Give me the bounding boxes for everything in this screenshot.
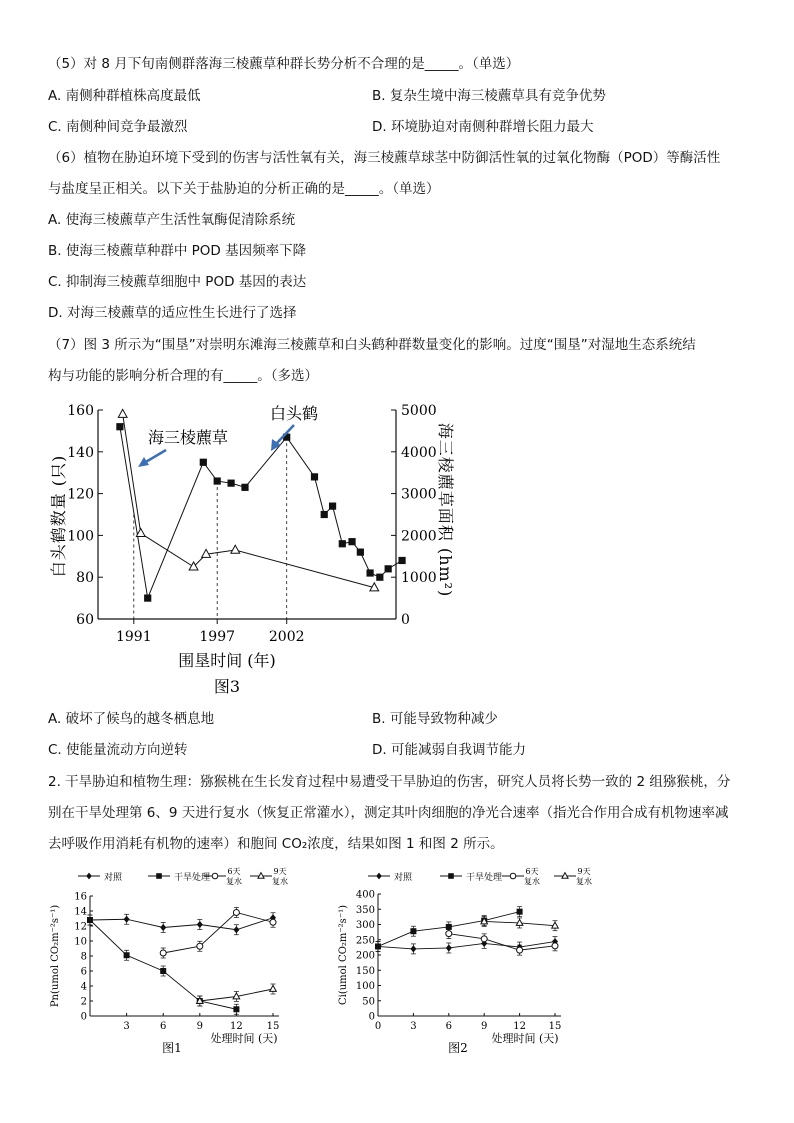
figure-caption: 图1	[162, 1041, 182, 1055]
x-tick-label: 9	[481, 1021, 488, 1032]
crane-point	[376, 574, 383, 581]
data-point	[410, 928, 416, 934]
figure-caption: 图2	[448, 1041, 468, 1055]
q6-stem-line1: （6）植物在胁迫环境下受到的伤害与活性氧有关，海三棱藨草球茎中防御活性氧的过氧化物酶（POD）等酶活性	[48, 150, 721, 166]
data-point	[233, 910, 239, 916]
annotation-scirpus: 海三棱藨草	[148, 428, 229, 447]
y-axis-title: Pn(umol CO₂m⁻²s⁻¹)	[50, 904, 61, 1008]
left-tick-label: 120	[67, 486, 94, 503]
q2-stem-line1: 2. 干旱胁迫和植物生理：猕猴桃在生长发育过程中易遭受干旱胁迫的伤害，研究人员将长势一致的 2 组猕猴桃，分	[48, 774, 731, 790]
legend-marker	[258, 873, 264, 879]
x-tick-label: 15	[266, 1021, 280, 1032]
crane-point	[398, 557, 405, 564]
q6-option-b[interactable]: B. 使海三棱藨草种群中 POD 基因频率下降	[48, 243, 307, 259]
x-tick-label: 2002	[268, 629, 305, 645]
x-tick-label: 9	[196, 1021, 203, 1032]
crane-point	[228, 480, 235, 487]
x-tick-label: 12	[230, 1021, 243, 1032]
series-line	[449, 934, 555, 950]
legend-label: 6天	[525, 867, 539, 876]
legend-label: 复水	[226, 877, 242, 886]
q7-option-a[interactable]: A. 破坏了候鸟的越冬栖息地	[48, 711, 215, 727]
figure-2-chart	[332, 866, 612, 1062]
left-tick-label: 100	[67, 528, 94, 545]
data-point	[516, 919, 523, 925]
y-tick-label: 16	[74, 891, 87, 903]
x-axis-title: 处理时间 (天)	[210, 1032, 278, 1045]
crane-point	[144, 595, 151, 602]
figure-1-chart	[44, 866, 344, 1062]
crane-point	[348, 538, 355, 545]
data-point	[375, 943, 381, 949]
y-tick-label: 4	[80, 981, 87, 993]
data-point	[124, 952, 130, 958]
data-point	[87, 917, 93, 923]
q2-stem-line3: 去呼吸作用消耗有机物的速率）和胞间 CO₂浓度，结果如图 1 和图 2 所示。	[48, 836, 504, 852]
right-tick-label: 2000	[401, 528, 437, 545]
series-line	[163, 913, 273, 954]
crane-point	[339, 540, 346, 547]
q5-option-a[interactable]: A. 南侧种群植株高度最低	[48, 88, 201, 104]
legend-label: 复水	[524, 877, 540, 886]
data-point	[197, 943, 203, 949]
crane-point	[200, 459, 207, 466]
legend-marker	[562, 873, 568, 879]
data-point	[233, 926, 239, 933]
series-line	[90, 920, 236, 1009]
x-tick-label: 1997	[199, 629, 236, 645]
y-tick-label: 8	[80, 951, 87, 963]
x-axis-title: 围垦时间 (年)	[178, 651, 276, 670]
q2-stem-line2: 别在干旱处理第 6、9 天进行复水（恢复正常灌水），测定其叶肉细胞的净光合速率（指光合作用合成有机物速率减	[48, 805, 729, 821]
legend-marker	[376, 873, 382, 880]
data-point	[552, 943, 558, 949]
legend-label: 对照	[104, 873, 123, 883]
crane-point	[385, 565, 392, 572]
data-point	[446, 944, 452, 951]
scirpus-point	[231, 545, 240, 553]
q7-option-d[interactable]: D. 可能减弱自我调节能力	[372, 742, 526, 758]
right-tick-label: 5000	[401, 403, 437, 419]
q6-option-d[interactable]: D. 对海三棱藨草的适应性生长进行了选择	[48, 305, 297, 321]
y-tick-label: 150	[355, 965, 375, 977]
right-axis-title: 海三棱藨草面积 (hm²)	[436, 422, 455, 598]
x-tick-label: 6	[160, 1021, 167, 1032]
y-tick-label: 10	[74, 936, 87, 948]
annotation-crane: 白头鹤	[270, 404, 319, 423]
data-point	[446, 931, 452, 937]
legend-label: 复水	[272, 877, 288, 886]
right-tick-label: 0	[401, 612, 410, 628]
legend-marker	[212, 873, 218, 879]
figure-3-chart	[48, 398, 455, 700]
legend-label: 9天	[577, 867, 591, 876]
x-tick-label: 12	[513, 1021, 526, 1032]
legend-label: 6天	[227, 867, 241, 876]
y-tick-label: 300	[355, 920, 375, 931]
crane-point	[241, 484, 248, 491]
left-tick-label: 60	[76, 612, 94, 628]
left-axis-title: 白头鹤数量 (只)	[49, 454, 68, 578]
q6-option-c[interactable]: C. 抑制海三棱藨草细胞中 POD 基因的表达	[48, 274, 307, 290]
legend-label: 复水	[576, 877, 592, 886]
left-tick-label: 140	[67, 444, 94, 461]
scirpus-point	[118, 409, 127, 417]
scirpus-point	[136, 529, 145, 537]
x-axis-title: 处理时间 (天)	[491, 1032, 559, 1045]
y-tick-label: 0	[368, 1011, 375, 1023]
y-tick-label: 6	[80, 966, 87, 978]
y-tick-label: 100	[355, 981, 375, 992]
y-tick-label: 12	[74, 921, 87, 933]
crane-point	[329, 503, 336, 510]
legend-label: 对照	[394, 873, 413, 883]
q5-option-c[interactable]: C. 南侧种间竞争最激烈	[48, 119, 188, 135]
legend-marker	[86, 873, 92, 880]
data-point	[160, 968, 166, 974]
arrow-crane	[276, 425, 294, 444]
right-tick-label: 4000	[401, 444, 437, 461]
y-tick-label: 350	[355, 904, 375, 916]
left-tick-label: 160	[67, 403, 94, 419]
right-tick-label: 3000	[401, 486, 437, 503]
crane-point	[311, 473, 318, 480]
x-tick-label: 3	[123, 1021, 130, 1032]
data-point	[160, 924, 166, 931]
q5-stem: （5）对 8 月下旬南侧群落海三棱藨草种群长势分析不合理的是_____。（单选）	[48, 56, 520, 72]
y-tick-label: 50	[362, 996, 375, 1008]
series-line	[90, 918, 273, 930]
data-point	[124, 916, 130, 923]
y-tick-label: 14	[74, 906, 87, 918]
q5-option-d[interactable]: D. 环境胁迫对南侧种群增长阻力最大	[372, 119, 594, 135]
y-tick-label: 2	[80, 996, 87, 1008]
q5-option-b[interactable]: B. 复杂生境中海三棱藨草具有竞争优势	[372, 88, 606, 104]
data-point	[233, 1006, 239, 1012]
q7-option-b[interactable]: B. 可能导致物种减少	[372, 711, 498, 727]
data-point	[197, 921, 203, 928]
legend-label: 干旱处理	[466, 873, 503, 883]
data-point	[517, 909, 523, 915]
x-tick-label: 3	[410, 1021, 417, 1032]
x-tick-label: 1991	[115, 629, 152, 645]
x-tick-label: 6	[445, 1021, 452, 1032]
crane-point	[214, 477, 221, 484]
crane-point	[367, 569, 374, 576]
legend-label: 9天	[273, 867, 287, 876]
arrow-scirpus	[144, 450, 166, 463]
q6-stem-line2: 与盐度呈正相关。以下关于盐胁迫的分析正确的是_____。（单选）	[48, 181, 440, 197]
y-tick-label: 250	[355, 935, 375, 947]
y-tick-label: 0	[80, 1011, 87, 1023]
q7-stem-line1: （7）图 3 所示为“围垦”对崇明东滩海三棱藨草和白头鹤种群数量变化的影响。过度“围垦”对湿地生态系统结	[48, 337, 696, 353]
q6-option-a[interactable]: A. 使海三棱藨草产生活性氧酶促清除系统	[48, 212, 296, 228]
x-tick-label: 15	[548, 1021, 562, 1032]
q7-stem-line2: 构与功能的影响分析合理的有_____。（多选）	[48, 368, 318, 384]
data-point	[517, 947, 523, 953]
data-point	[270, 985, 277, 991]
figure-caption: 图3	[213, 677, 241, 696]
crane-point	[116, 423, 123, 430]
crane-point	[357, 549, 364, 556]
y-tick-label: 200	[355, 950, 375, 962]
legend-marker	[448, 873, 454, 879]
right-tick-label: 1000	[401, 570, 437, 587]
data-point	[481, 936, 487, 942]
series-line	[378, 942, 555, 949]
q7-option-c[interactable]: C. 使能量流动方向逆转	[48, 742, 188, 758]
x-tick-label: 0	[374, 1021, 382, 1032]
crane-point	[321, 511, 328, 518]
y-tick-label: 400	[355, 889, 375, 901]
legend-label: 干旱处理	[174, 873, 211, 883]
left-tick-label: 80	[76, 570, 94, 587]
legend-marker	[510, 873, 516, 879]
legend-marker	[156, 873, 162, 879]
y-axis-title: Ci(umol CO₂m⁻²s⁻¹)	[338, 904, 349, 1006]
data-point	[160, 950, 166, 956]
data-point	[410, 945, 416, 952]
data-point	[270, 919, 276, 925]
